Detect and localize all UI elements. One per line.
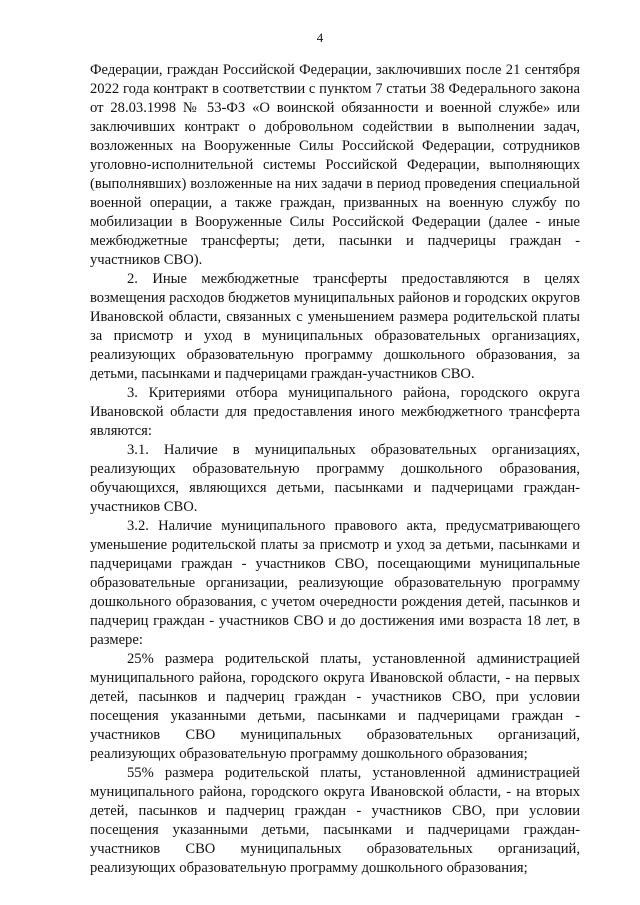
paragraph-item-2: 2. Иные межбюджетные трансферты предоставляются в целях возмещения расходов бюджетов муниципальных районов и городских округов Ивановской области, связанных с уменьшением размера родительской платы за присмотр и уход в муниципальных образовательных организациях, реализующих образовательную программу дошкольного образования, за детьми, пасынками и падчерицами граждан-участников СВО. bbox=[90, 271, 580, 382]
paragraph-item-3: 3. Критериями отбора муниципального района, городского округа Ивановской области для предоставления иного межбюджетного трансферта являются: bbox=[90, 385, 580, 439]
paragraph-rate-25: 25% размера родительской платы, установленной администрацией муниципального района, городского округа Ивановской области, - на первых детей, пасынков и падчериц граждан - участников СВО, при условии посещения указанными детьми, пасынками и падчерицами граждан - участников СВО муниципальных образовательных организаций, реализующих образовательную программу дошкольного образования; bbox=[90, 651, 580, 762]
paragraph-item-3-1: 3.1. Наличие в муниципальных образовательных организациях, реализующих образовательную программу дошкольного образования, обучающихся, являющихся детьми, пасынками и падчерицами граждан-участников СВО. bbox=[90, 442, 580, 515]
paragraph-rate-55: 55% размера родительской платы, установленной администрацией муниципального района, городского округа Ивановской области, - на вторых детей, пасынков и падчериц граждан - участников СВО, при условии посещения указанными детьми, пасынками и падчерицами граждан-участников СВО муниципальных образовательных организаций, реализующих образовательную программу дошкольного образования; bbox=[90, 765, 580, 876]
paragraph-continuation: Федерации, граждан Российской Федерации, заключивших после 21 сентября 2022 года контракт в соответствии с пунктом 7 статьи 38 Федерального закона от 28.03.1998 № 53-ФЗ «О воинской обязанности и военной службе» или заключивших контракт о добровольном содействии в выполнении задач, возложенных на Вооруженные Силы Российской Федерации, сотрудников уголовно-исполнительной системы Российской Федерации, выполняющих (выполнявших) возложенные на них задачи в период проведения специальной военной операции, а также граждан, призванных на военную службу по мобилизации в Вооруженные Силы Российской Федерации (далее - иные межбюджетные трансферты; дети, пасынки и падчерицы граждан - участников СВО). bbox=[90, 62, 580, 268]
page-number: 4 bbox=[316, 30, 324, 45]
paragraph-item-3-2: 3.2. Наличие муниципального правового акта, предусматривающего уменьшение родительской платы за присмотр и уход за детьми, пасынками и падчерицами граждан - участников СВО, посещающими муниципальные образовательные организации, реализующие образовательную программу дошкольного образования, с учетом очередности рождения детей, пасынков и падчериц граждан - участников СВО и до достижения ими возраста 18 лет, в размере: bbox=[90, 518, 580, 648]
document-body bbox=[90, 61, 580, 878]
